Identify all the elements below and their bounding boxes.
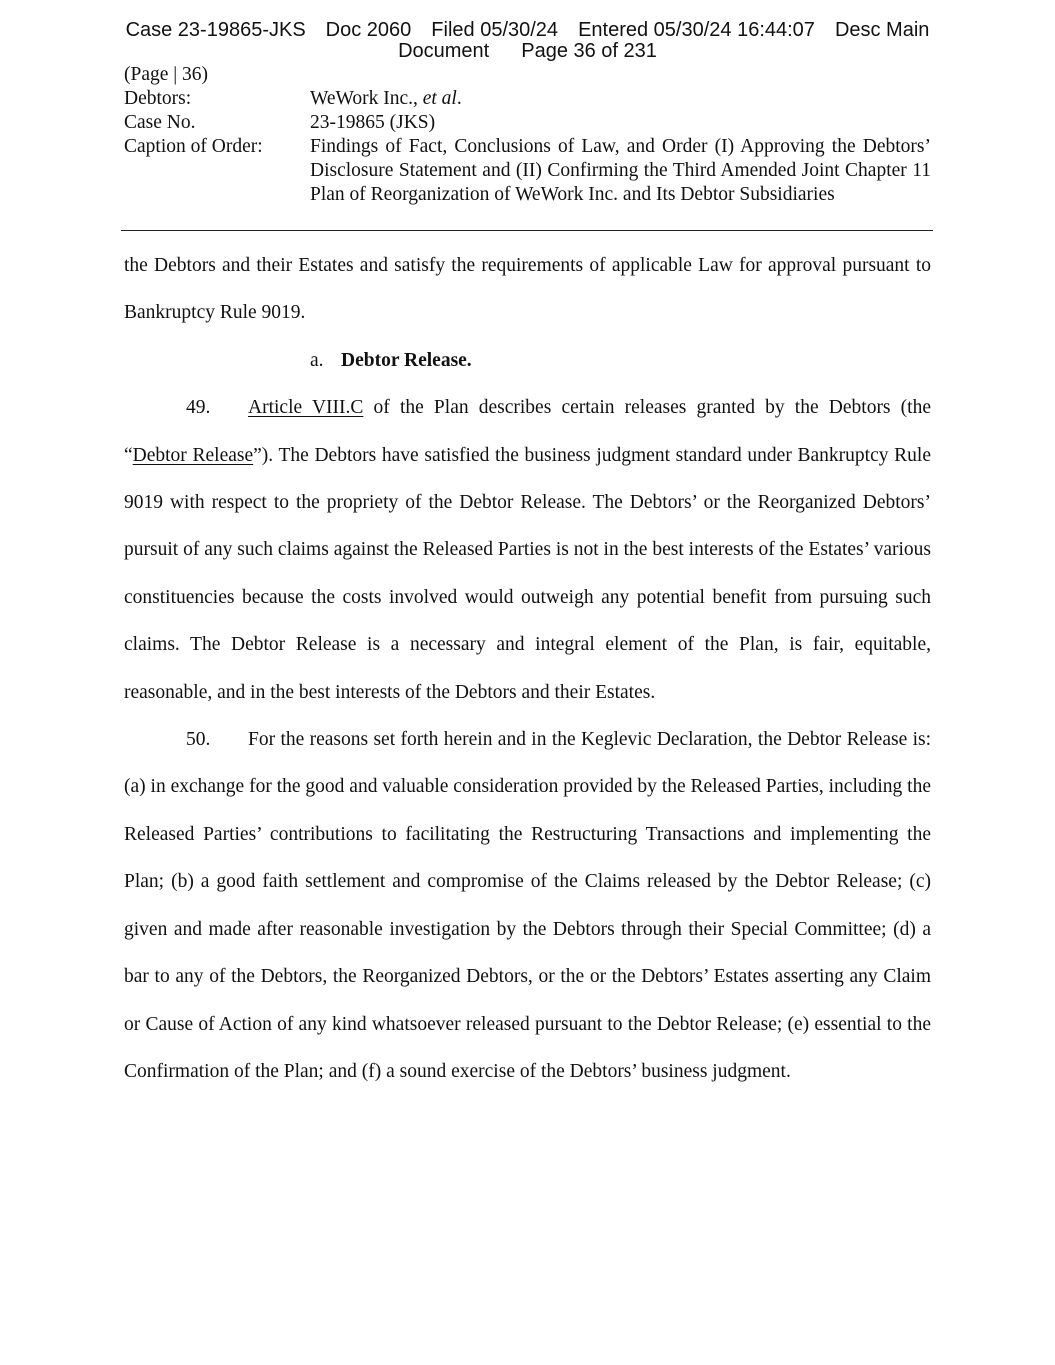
paragraph-49-text-b: ”). The Debtors have satisfied the business judgment standard under Bankruptcy Rule 9019 with respect to the propriety of the Debtor Release. The Debtors’ or the Reorganized Debtors’ pursuit of any such claims against the Released Parties is not in the best interests of the Estates’ various constituencies because the costs involved would outweigh any potential benefit from pursuing such claims. The Debtor Release is a necessary and integral element of the Plan, is fair, equitable, reasonable, and in the best interests of the Debtors and their Estates.	[124, 444, 931, 703]
section-subheading	[124, 337, 931, 384]
caption-order-label: Caption of Order:	[124, 136, 263, 157]
caption-order-row	[124, 135, 931, 207]
caption-case-row	[124, 111, 931, 135]
paragraph-50	[124, 716, 931, 1095]
caption-page-ref-row	[124, 63, 931, 87]
caption-divider	[121, 230, 933, 231]
caption-debtors-value	[310, 87, 931, 111]
ecf-entered-date: Entered 05/30/24 16:44:07	[578, 19, 815, 41]
subheading-letter: a.	[310, 349, 324, 371]
caption-case-label: Case No.	[124, 112, 196, 133]
caption-case-value: 23-19865 (JKS)	[310, 112, 436, 133]
debtor-release-defined-term: Debtor Release	[132, 444, 254, 466]
paragraph-49-number: 49.	[186, 397, 211, 419]
order-caption-block	[124, 63, 931, 207]
caption-order-value: Findings of Fact, Conclusions of Law, and Order (I) Approving the Debtors’ Disclosure Statement and (II) Confirming the Third Amended Joint Chapter 11 Plan of Reorganization of WeWork Inc. and Its Debtor Subsidiaries	[310, 136, 931, 205]
ecf-desc: Desc Main	[834, 19, 930, 41]
caption-debtors-period: .	[456, 88, 462, 109]
caption-debtors-name: WeWork Inc.,	[310, 88, 423, 109]
ecf-filing-header	[0, 20, 1055, 62]
article-viii-c-reference: Article VIII.C	[248, 397, 364, 419]
paragraph-50-number: 50.	[186, 729, 211, 751]
carryover-paragraph: the Debtors and their Estates and satisfy the requirements of applicable Law for approval pursuant to Bankruptcy Rule 9019.	[124, 255, 931, 324]
subheading-title: Debtor Release.	[341, 349, 472, 371]
ecf-page-count: Page 36 of 231	[521, 40, 657, 62]
document-body	[124, 242, 931, 1095]
ecf-header-line-1	[0, 20, 1055, 41]
ecf-document-label: Document	[398, 40, 490, 62]
paragraph-49-text-a: of the Plan describes certain releases granted by the Debtors (the “	[124, 397, 931, 466]
caption-debtors-row	[124, 87, 931, 111]
caption-page-ref: (Page | 36)	[124, 64, 209, 85]
ecf-case-number: Case 23-19865-JKS	[125, 19, 306, 41]
ecf-header-line-2	[0, 41, 1055, 62]
paragraph-49	[124, 384, 931, 716]
caption-debtors-label: Debtors:	[124, 88, 192, 109]
ecf-filed-date: Filed 05/30/24	[431, 19, 559, 41]
paragraph-50-text: For the reasons set forth herein and in the Keglevic Declaration, the Debtor Release is: (a) in exchange for the good and valuable consideration provided by the Released Parties, including the Released Parties’ contributions to facilitating the Restructuring Transactions and implementing the Plan; (b) a good faith settlement and compromise of the Claims released by the Debtor Release; (c) given and made after reasonable investigation by the Debtors through their Special Committee; (d) a bar to any of the Debtors, the Reorganized Debtors, or the or the Debtors’ Estates asserting any Claim or Cause of Action of any kind whatsoever released pursuant to the Debtor Release; (e) essential to the Confirmation of the Plan; and (f) a sound exercise of the Debtors’ business judgment.	[124, 729, 931, 1082]
caption-debtors-et-al: et al	[422, 88, 457, 109]
ecf-doc-number: Doc 2060	[325, 19, 412, 41]
